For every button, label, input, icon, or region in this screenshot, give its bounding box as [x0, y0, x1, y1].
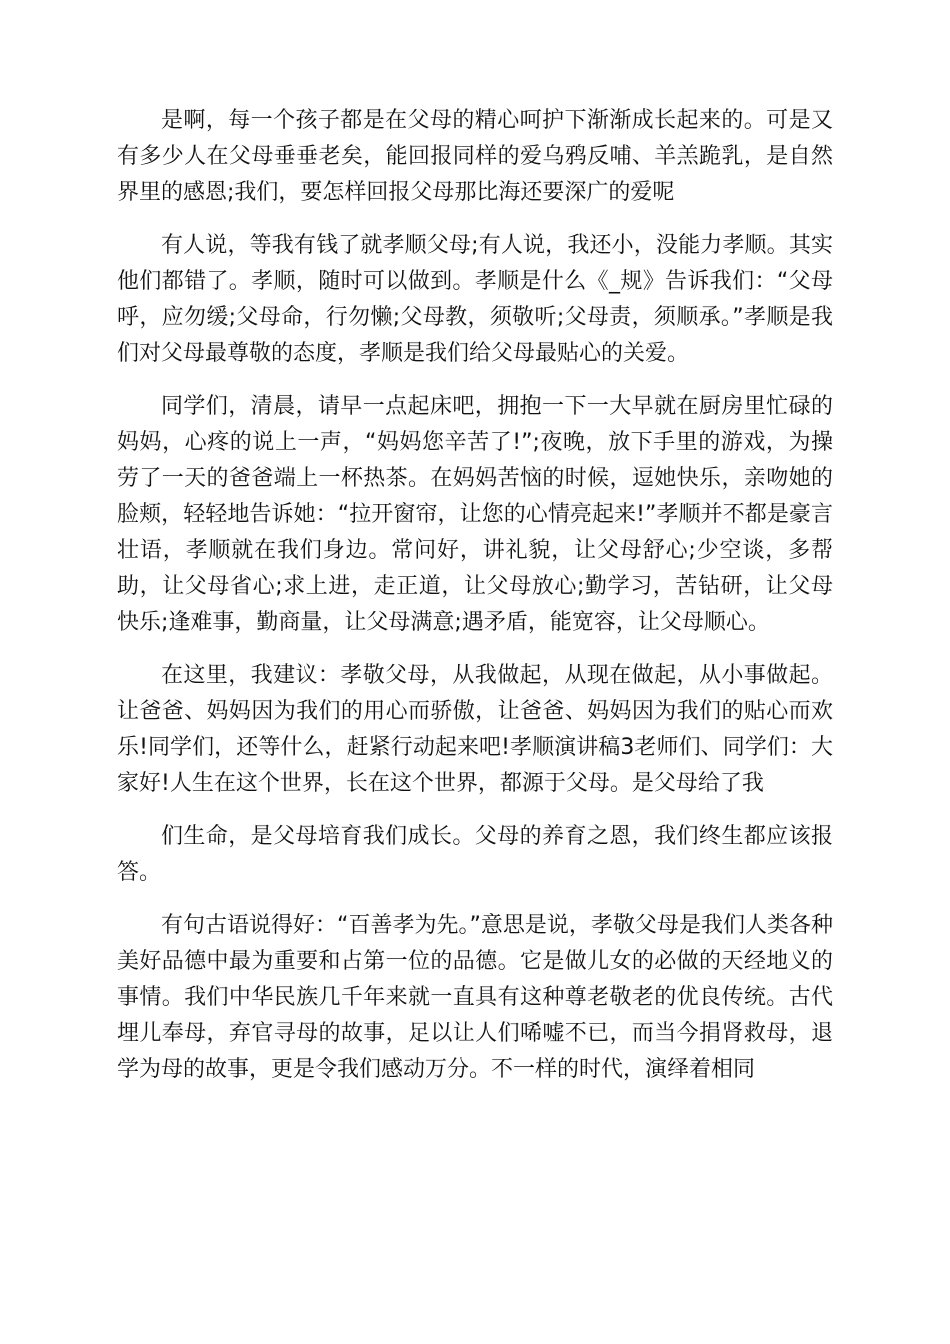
- paragraph-4: 在这里，我建议：孝敬父母，从我做起，从现在做起，从小事做起。让爸爸、妈妈因为我们的用心而骄傲，让爸爸、妈妈因为我们的贴心而欢乐!同学们，还等什么，赶紧行动起来吧!孝顺演讲稿3老师们、同学们：大家好!人生在这个世界，长在这个世界，都源于父母。是父母给了我: [117, 663, 833, 796]
- document-body: [117, 103, 833, 1105]
- paragraph-3: 同学们，清晨，请早一点起床吧，拥抱一下一大早就在厨房里忙碌的妈妈，心疼的说上一声，“妈妈您辛苦了!”;夜晚，放下手里的游戏，为操劳了一天的爸爸端上一杯热茶。在妈妈苦恼的时候，逗她快乐，亲吻她的脸颊，轻轻地告诉她：“拉开窗帘，让您的心情亮起来!”孝顺并不都是豪言壮语，孝顺就在我们身边。常问好，讲礼貌，让父母舒心;少空谈，多帮助，让父母省心;求上进，走正道，让父母放心;勤学习，苦钻研，让父母快乐;逢难事，勤商量，让父母满意;遇矛盾，能宽容，让父母顺心。: [117, 394, 833, 635]
- paragraph-6: 有句古语说得好：“百善孝为先。”意思是说，孝敬父母是我们人类各种美好品德中最为重要和占第一位的品德。它是做儿女的必做的天经地义的事情。我们中华民族几千年来就一直具有这种尊老敬老的优良传统。古代埋儿奉母，弃官寻母的故事，足以让人们唏嘘不已，而当今捐肾救母，退学为母的故事，更是令我们感动万分。不一样的时代，演绎着相同: [117, 913, 833, 1082]
- paragraph-1: 是啊，每一个孩子都是在父母的精心呵护下渐渐成长起来的。可是又有多少人在父母垂垂老矣，能回报同样的爱乌鸦反哺、羊羔跪乳，是自然界里的感恩;我们，要怎样回报父母那比海还要深广的爱呢: [117, 108, 833, 205]
- paragraph-5: 们生命，是父母培育我们成长。父母的养育之恩，我们终生都应该报答。: [117, 824, 833, 885]
- paragraph-2: 有人说，等我有钱了就孝顺父母;有人说，我还小，没能力孝顺。其实他们都错了。孝顺，随时可以做到。孝顺是什么《_规》告诉我们：“父母呼，应勿缓;父母命，行勿懒;父母教，须敬听;父母责，须顺承。”孝顺是我们对父母最尊敬的态度，孝顺是我们给父母最贴心的关爱。: [117, 233, 833, 366]
